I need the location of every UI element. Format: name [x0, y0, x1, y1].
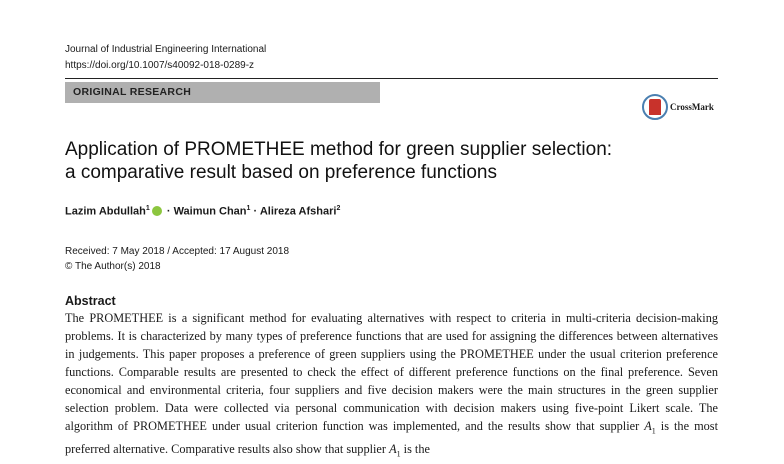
separator: ·: [253, 205, 258, 218]
author-name: Lazim Abdullah: [65, 205, 146, 218]
title-line: Application of PROMETHEE method for green supplier selection:: [65, 139, 613, 160]
author-name: Waimun Chan: [173, 205, 247, 218]
abstract-text: The PROMETHEE is a significant method for evaluating alternatives with respect to criteria in multi-criteria decision-making problems. It is characterized by many types of preference functions that are used for assigning the differences between alternatives in judgements. This paper proposes a preference of green suppliers using the PROMETHEE under the usual criterion preference functions. Comparable results are presented to check the effect of different preference functions on the final preference. Seven economical and environmental criteria, four suppliers and five decision makers were the main structures in the green supplier selection problem. Data were collected via personal communication with decision makers using five-point Likert scale. The algorithm of PROMETHEE under usual criterion function was implemented, and the results show that supplier $A_1$ is the most preferred alternative. Comparative results also show that supplier $A_1$ is the: [65, 311, 718, 459]
orcid-icon[interactable]: [152, 206, 162, 216]
section-band: [65, 82, 380, 103]
crossmark-icon: [642, 94, 668, 120]
received-accepted: Received: 7 May 2018 / Accepted: 17 August 2018: [65, 246, 290, 257]
affiliation-mark: 2: [336, 205, 341, 212]
author-name: Alireza Afshari: [259, 205, 337, 218]
author-list: [65, 205, 340, 218]
crossmark-badge[interactable]: [642, 94, 714, 120]
journal-name: Journal of Industrial Engineering International: [65, 44, 267, 55]
article-title: [65, 138, 612, 184]
affiliation-mark: 1: [145, 205, 150, 212]
header-rule: [65, 78, 718, 79]
crossmark-label: CrossMark: [670, 102, 714, 112]
abstract-heading: Abstract: [65, 294, 116, 308]
title-line: a comparative result based on preference functions: [65, 162, 497, 183]
doi-link[interactable]: https://doi.org/10.1007/s40092-018-0289-z: [65, 60, 255, 71]
affiliation-mark: 1: [246, 205, 251, 212]
article-dates: [65, 244, 289, 274]
section-label: ORIGINAL RESEARCH: [73, 86, 192, 98]
separator: ·: [166, 205, 171, 218]
copyright: © The Author(s) 2018: [65, 261, 161, 272]
journal-info: [65, 42, 266, 74]
